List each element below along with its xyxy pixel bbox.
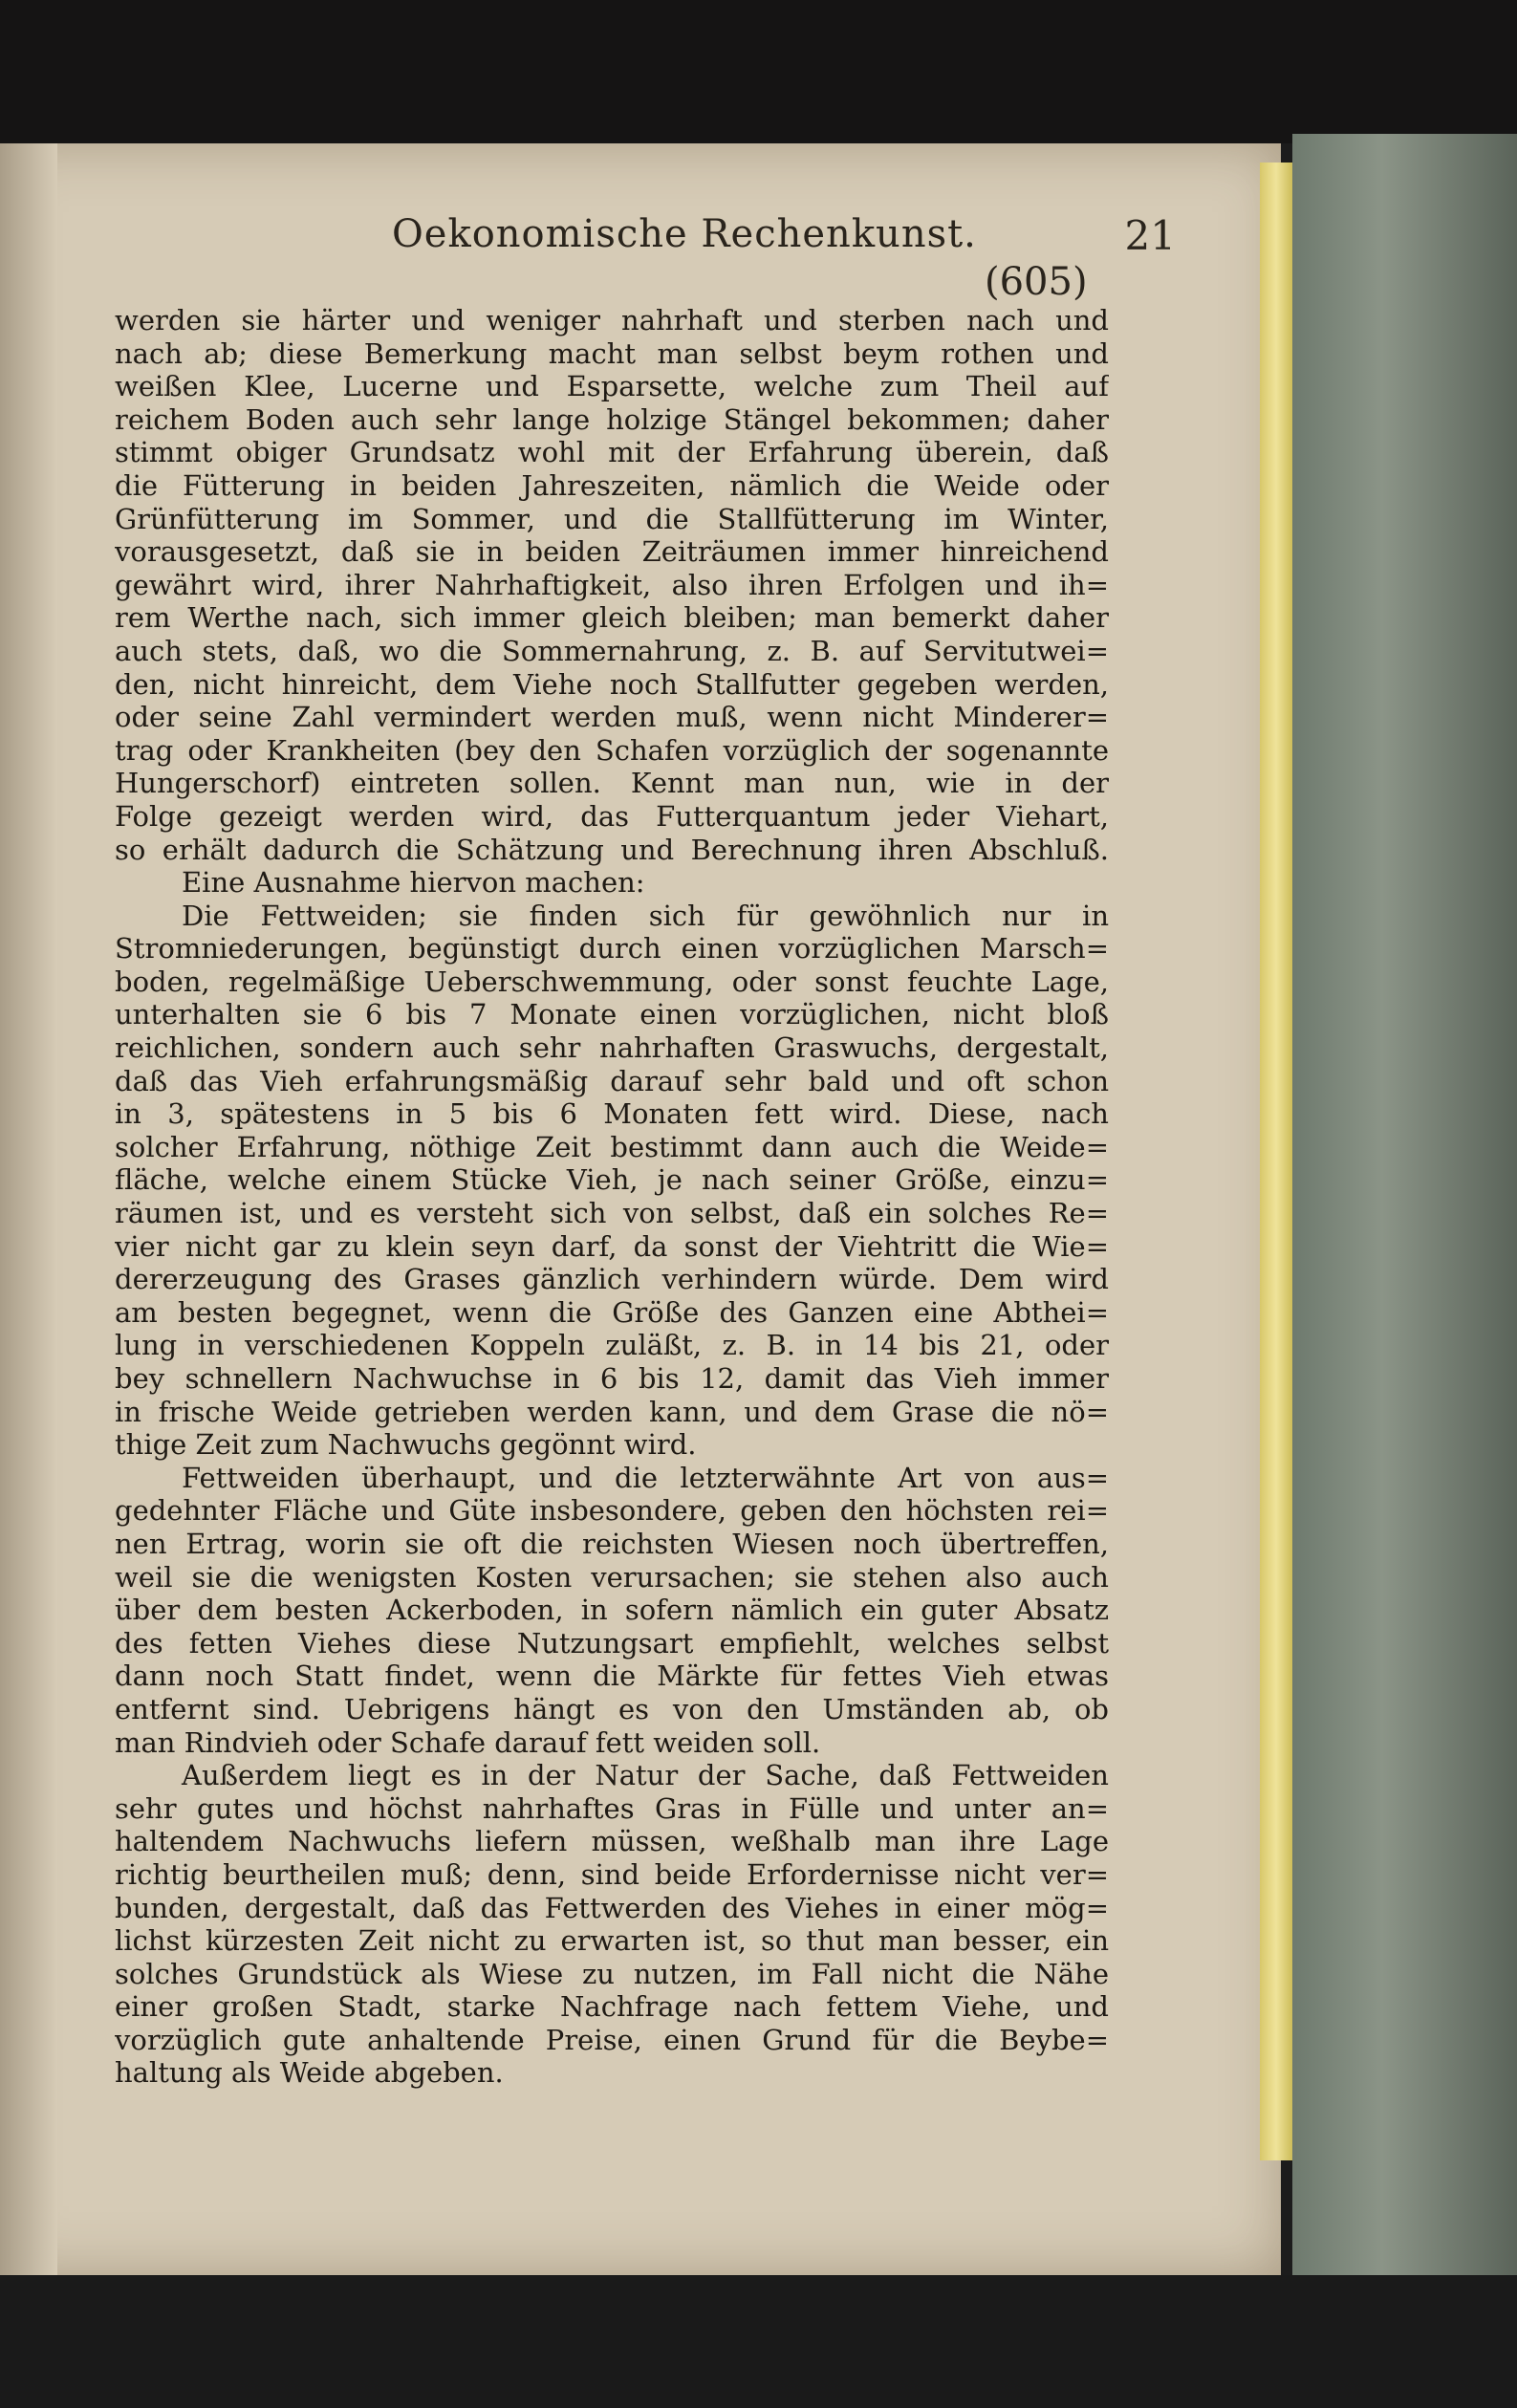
text-line: richtig beurtheilen muß; denn, sind beide Erfordernisse nicht ver= — [115, 1857, 1109, 1891]
text-line: Folge gezeigt werden wird, das Futterquantum jeder Viehart, — [115, 799, 1109, 833]
text-line: trag oder Krankheiten (bey den Schafen vorzüglich der sogenannte — [115, 733, 1109, 767]
text-line: lung in verschiedenen Koppeln zuläßt, z. B. in 14 bis 21, oder — [115, 1329, 1109, 1362]
text-line: gedehnter Fläche und Güte insbesondere, geben den höchsten rei= — [115, 1494, 1109, 1528]
text-line: Stromniederungen, begünstigt durch einen vorzüglichen Marsch= — [115, 932, 1109, 965]
text-line: den, nicht hinreicht, dem Viehe noch Stallfutter gegeben werden, — [115, 667, 1109, 701]
text-line: vorausgesetzt, daß sie in beiden Zeiträumen immer hinreichend — [115, 535, 1109, 569]
text-line: nen Ertrag, worin sie oft die reichsten Wiesen noch übertreffen, — [115, 1527, 1109, 1560]
text-line: in 3, spätestens in 5 bis 6 Monaten fett wird. Diese, nach — [115, 1097, 1109, 1131]
book-cover-edge — [1292, 134, 1517, 2294]
page-number: 21 — [1124, 212, 1176, 259]
text-line: vier nicht gar zu klein seyn darf, da sonst der Viehtritt die Wie= — [115, 1229, 1109, 1263]
text-line: auch stets, daß, wo die Sommernahrung, z. B. auf Servitutwei= — [115, 634, 1109, 667]
text-line: Außerdem liegt es in der Natur der Sache, daß Fettweiden — [182, 1759, 1109, 1792]
text-line: thige Zeit zum Nachwuchs gegönnt wird. — [115, 1428, 697, 1462]
text-line: Eine Ausnahme hiervon machen: — [182, 866, 645, 900]
text-line: sehr gutes und höchst nahrhaftes Gras in Fülle und unter an= — [115, 1791, 1109, 1825]
text-line: man Rindvieh oder Schafe darauf fett weiden soll. — [115, 1725, 821, 1759]
text-line: werden sie härter und weniger nahrhaft und sterben nach und — [115, 304, 1109, 336]
text-line: reichem Boden auch sehr lange holzige Stängel bekommen; daher — [115, 402, 1109, 436]
text-line: am besten begegnet, wenn die Größe des Ganzen eine Abthei= — [115, 1295, 1109, 1329]
signature-number: (605) — [985, 260, 1088, 304]
text-line: vorzüglich gute anhaltende Preise, einen Grund für die Beybe= — [115, 2023, 1109, 2056]
text-line: daß das Vieh erfahrungsmäßig darauf sehr bald und oft schon — [115, 1064, 1109, 1097]
text-line: einer großen Stadt, starke Nachfrage nach fettem Viehe, und — [115, 1990, 1109, 2024]
text-line: bey schnellern Nachwuchse in 6 bis 12, damit das Vieh immer — [115, 1362, 1109, 1395]
text-line: rem Werthe nach, sich immer gleich bleiben; man bemerkt daher — [115, 601, 1109, 635]
text-line: weißen Klee, Lucerne und Esparsette, welche zum Theil auf — [115, 370, 1109, 403]
text-line: gewährt wird, ihrer Nahrhaftigkeit, also ihren Erfolgen und ih= — [115, 568, 1109, 601]
text-line: Hungerschorf) eintreten sollen. Kennt man nun, wie in der — [115, 767, 1109, 800]
text-line: reichlichen, sondern auch sehr nahrhaften Graswuchs, dergestalt, — [115, 1031, 1109, 1065]
text-line: nach ab; diese Bemerkung macht man selbst beym rothen und — [115, 336, 1109, 370]
background-top — [0, 0, 1517, 143]
text-line: räumen ist, und es versteht sich von selbst, daß ein solches Re= — [115, 1197, 1109, 1230]
text-line: solches Grundstück als Wiese zu nutzen, im Fall nicht die Nähe — [115, 1957, 1109, 1990]
text-line: dann noch Statt findet, wenn die Märkte für fettes Vieh etwas — [115, 1660, 1109, 1693]
body-text — [115, 304, 1109, 2090]
text-line: lichst kürzesten Zeit nicht zu erwarten ist, so thut man besser, ein — [115, 1924, 1109, 1958]
text-line: stimmt obiger Grundsatz wohl mit der Erfahrung überein, daß — [115, 436, 1109, 469]
text-line: unterhalten sie 6 bis 7 Monate einen vorzüglichen, nicht bloß — [115, 998, 1109, 1031]
text-line: solcher Erfahrung, nöthige Zeit bestimmt dann auch die Weide= — [115, 1130, 1109, 1163]
text-line: entfernt sind. Uebrigens hängt es von den Umständen ab, ob — [115, 1692, 1109, 1725]
running-title: Oekonomische Rechenkunst. — [392, 212, 977, 256]
text-line: dererzeugung des Grases gänzlich verhindern würde. Dem wird — [115, 1263, 1109, 1296]
text-line: haltendem Nachwuchs liefern müssen, weßhalb man ihre Lage — [115, 1825, 1109, 1858]
text-line: Fettweiden überhaupt, und die letzterwähnte Art von aus= — [182, 1461, 1109, 1494]
text-line: so erhält dadurch die Schätzung und Berechnung ihren Abschluß. — [115, 833, 1109, 866]
text-line: fläche, welche einem Stücke Vieh, je nach seiner Größe, einzu= — [115, 1163, 1109, 1197]
text-line: des fetten Viehes diese Nutzungsart empfiehlt, welches selbst — [115, 1626, 1109, 1660]
text-line: Die Fettweiden; sie finden sich für gewöhnlich nur in — [182, 899, 1109, 932]
text-line: über dem besten Ackerboden, in sofern nämlich ein guter Absatz — [115, 1594, 1109, 1627]
background-bottom — [0, 2275, 1517, 2408]
text-line: boden, regelmäßige Ueberschwemmung, oder sonst feuchte Lage, — [115, 965, 1109, 998]
text-line: die Fütterung in beiden Jahreszeiten, nämlich die Weide oder — [115, 468, 1109, 502]
text-line: haltung als Weide abgeben. — [115, 2056, 504, 2090]
page-fore-edge — [1260, 163, 1292, 2160]
text-line: bunden, dergestalt, daß das Fettwerden des Viehes in einer mög= — [115, 1891, 1109, 1924]
text-line: weil sie die wenigsten Kosten verursachen; sie stehen also auch — [115, 1560, 1109, 1594]
page-gutter — [0, 143, 57, 2275]
text-line: oder seine Zahl vermindert werden muß, wenn nicht Minderer= — [115, 701, 1109, 734]
text-line: in frische Weide getrieben werden kann, und dem Grase die nö= — [115, 1395, 1109, 1428]
text-line: Grünfütterung im Sommer, und die Stallfütterung im Winter, — [115, 502, 1109, 535]
